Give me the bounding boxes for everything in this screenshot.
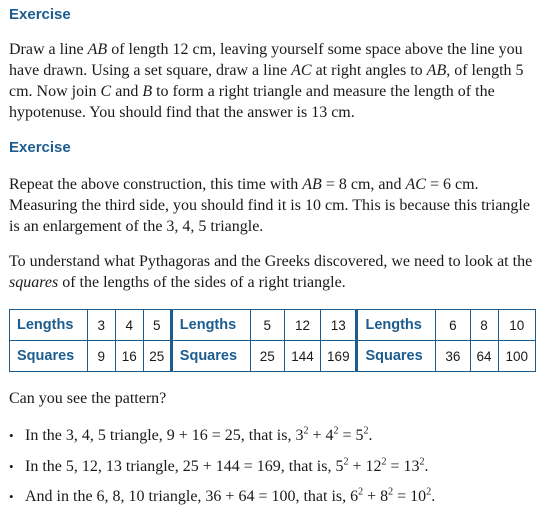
table-cell: 6 — [436, 310, 470, 341]
intro-text: To understand what Pythagoras and the Greeks discovered, we need to look at the squares of the lengths of the sides of a right triangle. — [9, 253, 537, 291]
table-cell: 64 — [470, 341, 498, 372]
table-cell: 169 — [321, 341, 357, 372]
table-cell: 25 — [250, 341, 284, 372]
table-cell: 100 — [498, 341, 535, 372]
squares-label: Squares — [357, 341, 436, 372]
table-cell: 13 — [321, 310, 357, 341]
squares-label: Squares — [171, 341, 250, 372]
pattern-question: Can you see the pattern? — [9, 390, 167, 407]
lengths-row — [10, 310, 536, 341]
exercise-1-text: Draw a line AB of length 12 cm, leaving yourself some space above the line you have drawn. Using a set square, draw a line AC at right angles to AB, of length 5 cm. Now join C and B to form a right triangle and measure the length of the hypotenuse. You should find that the answer is 13 cm. — [9, 41, 528, 121]
table-cell: 16 — [115, 341, 143, 372]
table-cell: 10 — [498, 310, 535, 341]
table-cell: 5 — [143, 310, 171, 341]
squares-label: Squares — [10, 341, 88, 372]
exercise-heading-1: Exercise — [9, 6, 71, 23]
lengths-squares-table — [9, 309, 536, 372]
pattern-bullet-list — [9, 424, 435, 516]
lengths-label: Lengths — [10, 310, 88, 341]
table-cell: 25 — [143, 341, 171, 372]
table-cell: 144 — [284, 341, 320, 372]
table-cell: 8 — [470, 310, 498, 341]
list-item: • And in the 6, 8, 10 triangle, 36 + 64 = 100, that is, $6^2 + 8^2 = 10^2$. — [9, 485, 435, 516]
table-cell: 9 — [87, 341, 115, 372]
list-item: • In the 3, 4, 5 triangle, 9 + 16 = 25, that is, $3^2 + 4^2 = 5^2$. — [9, 424, 435, 455]
table-cell: 12 — [284, 310, 320, 341]
table-cell: 36 — [436, 341, 470, 372]
exercise-2-text: Repeat the above construction, this time with AB = 8 cm, and AC = 6 cm. Measuring the third side, you should find it is 10 cm. This is because this triangle is an enlargement of the 3, 4, 5 triangle. — [9, 176, 534, 235]
table-cell: 4 — [115, 310, 143, 341]
squares-row — [10, 341, 536, 372]
bullet-icon: • — [9, 428, 14, 443]
bullet-icon: • — [9, 458, 14, 474]
table-cell: 5 — [250, 310, 284, 341]
lengths-label: Lengths — [171, 310, 250, 341]
exercise-heading-2: Exercise — [9, 139, 71, 156]
bullet-icon: • — [9, 489, 14, 504]
list-item: • In the 5, 12, 13 triangle, 25 + 144 = 169, that is, $5^2 + 12^2 = 13^2$. — [9, 455, 435, 486]
lengths-label: Lengths — [357, 310, 436, 341]
table-cell: 3 — [87, 310, 115, 341]
